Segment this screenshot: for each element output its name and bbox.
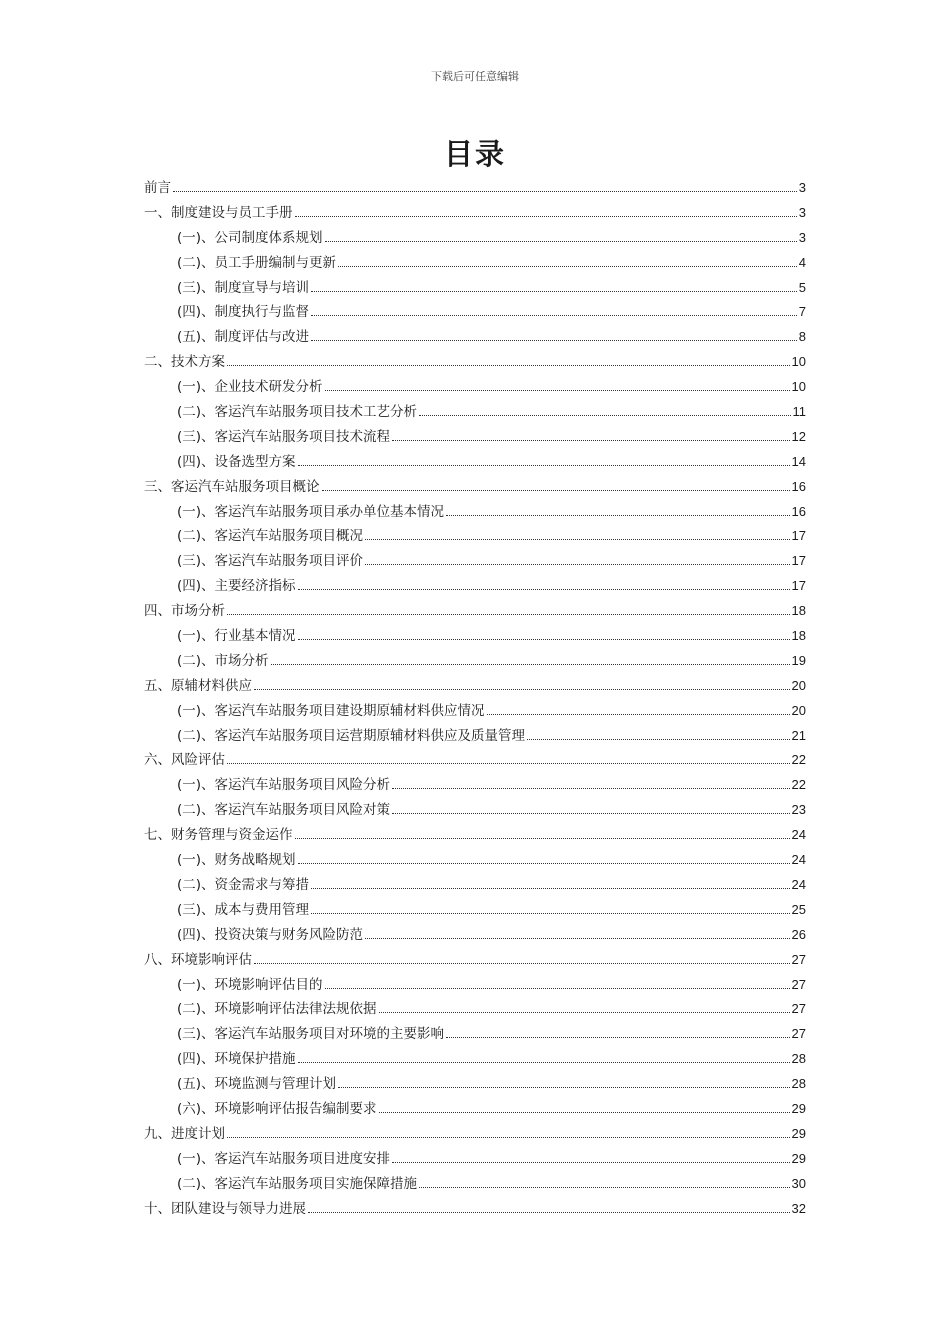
toc-page-number: 30 — [791, 1175, 806, 1191]
toc-dot-leader — [338, 265, 797, 267]
toc-dot-leader — [311, 887, 789, 889]
toc-dot-leader — [325, 389, 790, 391]
toc-section-entry[interactable] — [144, 549, 806, 574]
toc-entry-title: (一)、行业基本情况 — [177, 628, 296, 645]
toc-dot-leader — [295, 837, 790, 839]
toc-dot-leader — [254, 962, 790, 964]
toc-entry-title: (四)、环境保护措施 — [177, 1051, 296, 1068]
toc-dot-leader — [392, 439, 789, 441]
toc-dot-leader — [311, 290, 797, 292]
toc-entry-title: 九、进度计划 — [144, 1125, 225, 1142]
toc-page-number: 16 — [791, 503, 806, 519]
toc-page-number: 10 — [791, 354, 806, 370]
toc-entry-title: (三)、客运汽车站服务项目技术流程 — [177, 428, 391, 445]
toc-section-entry[interactable] — [144, 923, 806, 948]
toc-page-number: 3 — [798, 180, 806, 195]
toc-entry-title: (一)、公司制度体系规划 — [177, 229, 323, 246]
toc-dot-leader — [295, 215, 797, 217]
toc-dot-leader — [419, 1186, 789, 1188]
toc-page-number: 5 — [798, 279, 806, 295]
toc-page-number: 20 — [791, 677, 806, 693]
toc-dot-leader — [254, 688, 790, 690]
toc-dot-leader — [298, 1061, 790, 1063]
toc-chapter-entry[interactable] — [144, 475, 806, 500]
toc-chapter-entry[interactable] — [144, 674, 806, 699]
toc-page-number: 22 — [791, 752, 806, 768]
toc-entry-title: (二)、客运汽车站服务项目风险对策 — [177, 802, 391, 819]
toc-entry-title: 七、财务管理与资金运作 — [144, 827, 293, 844]
toc-section-entry[interactable] — [144, 848, 806, 873]
toc-dot-leader — [322, 489, 790, 491]
toc-entry-title: 二、技术方案 — [144, 354, 225, 371]
toc-entry-title: 六、风险评估 — [144, 752, 225, 769]
toc-page-number: 11 — [792, 404, 806, 420]
toc-entry-title: (四)、制度执行与监督 — [177, 304, 310, 321]
toc-page-number: 19 — [791, 652, 806, 668]
toc-section-entry[interactable] — [144, 699, 806, 724]
toc-page-number: 17 — [791, 553, 806, 569]
toc-page-number: 28 — [791, 1051, 806, 1067]
toc-section-entry[interactable] — [144, 1172, 806, 1197]
toc-entry-title: (一)、企业技术研发分析 — [177, 379, 323, 396]
toc-dot-leader — [365, 538, 789, 540]
toc-section-entry[interactable] — [144, 873, 806, 898]
toc-dot-leader — [446, 514, 789, 516]
toc-page-number: 24 — [791, 852, 806, 868]
toc-page-number: 23 — [791, 802, 806, 818]
toc-dot-leader — [227, 364, 790, 366]
toc-chapter-entry[interactable] — [144, 201, 806, 226]
toc-entry-title: 五、原辅材料供应 — [144, 677, 252, 694]
toc-dot-leader — [227, 613, 790, 615]
toc-dot-leader — [311, 314, 797, 316]
toc-page-number: 26 — [791, 926, 806, 942]
toc-dot-leader — [227, 1136, 790, 1138]
toc-entry-title: (一)、客运汽车站服务项目承办单位基本情况 — [177, 503, 445, 520]
toc-section-entry[interactable] — [144, 524, 806, 549]
page-header-note: 下载后可任意编辑 — [431, 70, 519, 83]
toc-chapter-entry[interactable] — [144, 1122, 806, 1147]
toc-entry-title: (三)、客运汽车站服务项目对环境的主要影响 — [177, 1026, 445, 1043]
toc-dot-leader — [379, 1111, 790, 1113]
toc-chapter-entry[interactable] — [144, 748, 806, 773]
toc-chapter-entry[interactable] — [144, 176, 806, 201]
toc-entry-title: (一)、客运汽车站服务项目风险分析 — [177, 777, 391, 794]
toc-dot-leader — [325, 240, 797, 242]
toc-section-entry[interactable] — [144, 500, 806, 525]
toc-section-entry[interactable] — [144, 898, 806, 923]
toc-page-number: 21 — [791, 727, 806, 743]
toc-dot-leader — [338, 1086, 789, 1088]
toc-entry-title: (一)、客运汽车站服务项目建设期原辅材料供应情况 — [177, 702, 485, 719]
toc-dot-leader — [298, 862, 790, 864]
toc-dot-leader — [271, 663, 790, 665]
toc-page-number: 17 — [791, 528, 806, 544]
toc-dot-leader — [419, 414, 790, 416]
toc-page-number: 32 — [791, 1200, 806, 1216]
toc-section-entry[interactable] — [144, 375, 806, 400]
toc-entry-title: (二)、环境影响评估法律法规依据 — [177, 1001, 377, 1018]
toc-page-number: 3 — [798, 229, 806, 245]
toc-section-entry[interactable] — [144, 624, 806, 649]
toc-page-number: 27 — [791, 976, 806, 992]
toc-entry-title: (三)、成本与费用管理 — [177, 901, 310, 918]
toc-chapter-entry[interactable] — [144, 1197, 806, 1222]
toc-entry-title: (四)、投资决策与财务风险防范 — [177, 926, 364, 943]
toc-section-entry[interactable] — [144, 1072, 806, 1097]
toc-page-number: 18 — [791, 628, 806, 644]
toc-entry-title: (二)、市场分析 — [177, 652, 269, 669]
toc-dot-leader — [311, 339, 797, 341]
toc-entry-title: (五)、环境监测与管理计划 — [177, 1076, 337, 1093]
toc-dot-leader — [308, 1211, 790, 1213]
toc-entry-title: (二)、客运汽车站服务项目运营期原辅材料供应及质量管理 — [177, 727, 526, 744]
toc-entry-title: (一)、财务战略规划 — [177, 852, 296, 869]
toc-section-entry[interactable] — [144, 1047, 806, 1072]
toc-dot-leader — [527, 738, 789, 740]
toc-page-number: 3 — [798, 204, 806, 220]
toc-section-entry[interactable] — [144, 1147, 806, 1172]
toc-section-entry[interactable] — [144, 724, 806, 749]
toc-section-entry[interactable] — [144, 973, 806, 998]
toc-page-number: 27 — [791, 1001, 806, 1017]
toc-chapter-entry[interactable] — [144, 823, 806, 848]
toc-entry-title: (三)、制度宣导与培训 — [177, 279, 310, 296]
toc-entry-title: (二)、资金需求与筹措 — [177, 876, 310, 893]
toc-section-entry[interactable] — [144, 649, 806, 674]
toc-page-number: 28 — [791, 1076, 806, 1092]
toc-section-entry[interactable] — [144, 276, 806, 301]
toc-section-entry[interactable] — [144, 574, 806, 599]
toc-entry-title: (六)、环境影响评估报告编制要求 — [177, 1100, 377, 1117]
toc-page-number: 29 — [791, 1150, 806, 1166]
toc-page-number: 29 — [791, 1125, 806, 1141]
toc-title: 目录 — [443, 137, 506, 171]
toc-entry-title: 四、市场分析 — [144, 603, 225, 620]
toc-page-number: 24 — [791, 876, 806, 892]
toc-section-entry[interactable] — [144, 1097, 806, 1122]
toc-chapter-entry[interactable] — [144, 599, 806, 624]
toc-section-entry[interactable] — [144, 251, 806, 276]
toc-page-number: 4 — [798, 254, 806, 270]
toc-chapter-entry[interactable] — [144, 350, 806, 375]
toc-page-number: 10 — [791, 379, 806, 395]
toc-entry-title: (二)、员工手册编制与更新 — [177, 254, 337, 271]
toc-entry-title: (二)、客运汽车站服务项目实施保障措施 — [177, 1175, 418, 1192]
toc-dot-leader — [446, 1036, 789, 1038]
toc-entry-title: 八、环境影响评估 — [144, 951, 252, 968]
toc-page-number: 29 — [791, 1100, 806, 1116]
toc-page-number: 24 — [791, 827, 806, 843]
toc-dot-leader — [392, 1161, 789, 1163]
toc-section-entry[interactable] — [144, 798, 806, 823]
toc-dot-leader — [298, 588, 790, 590]
toc-entry-title: (四)、设备选型方案 — [177, 453, 296, 470]
toc-section-entry[interactable] — [144, 450, 806, 475]
toc-entry-title: 一、制度建设与员工手册 — [144, 204, 293, 221]
toc-dot-leader — [365, 563, 789, 565]
toc-page-number: 22 — [791, 777, 806, 793]
toc-section-entry[interactable] — [144, 1022, 806, 1047]
toc-page-number: 27 — [791, 1026, 806, 1042]
toc-page-number: 20 — [791, 702, 806, 718]
toc-page-number: 17 — [791, 578, 806, 594]
toc-dot-leader — [325, 987, 790, 989]
toc-page-number: 8 — [798, 329, 806, 345]
toc-entry-title: (二)、客运汽车站服务项目概况 — [177, 528, 364, 545]
toc-dot-leader — [392, 812, 789, 814]
toc-entry-title: (五)、制度评估与改进 — [177, 329, 310, 346]
toc-page-number: 18 — [791, 603, 806, 619]
toc-section-entry[interactable] — [144, 325, 806, 350]
toc-chapter-entry[interactable] — [144, 948, 806, 973]
toc-dot-leader — [392, 787, 789, 789]
toc-page-number: 27 — [791, 951, 806, 967]
toc-section-entry[interactable] — [144, 425, 806, 450]
toc-section-entry[interactable] — [144, 400, 806, 425]
toc-list — [144, 176, 806, 1221]
toc-entry-title: 十、团队建设与领导力进展 — [144, 1200, 306, 1217]
toc-page-number: 25 — [791, 901, 806, 917]
toc-section-entry[interactable] — [144, 300, 806, 325]
toc-entry-title: 前言 — [144, 180, 171, 196]
toc-entry-title: (一)、环境影响评估目的 — [177, 976, 323, 993]
toc-page-number: 7 — [798, 304, 806, 320]
toc-page-number: 16 — [791, 478, 806, 494]
toc-page-number: 12 — [791, 428, 806, 444]
toc-dot-leader — [487, 713, 790, 715]
toc-dot-leader — [298, 638, 790, 640]
toc-entry-title: (二)、客运汽车站服务项目技术工艺分析 — [177, 404, 418, 421]
toc-dot-leader — [227, 762, 790, 764]
toc-dot-leader — [298, 464, 790, 466]
toc-section-entry[interactable] — [144, 773, 806, 798]
toc-section-entry[interactable] — [144, 997, 806, 1022]
toc-dot-leader — [365, 937, 789, 939]
toc-dot-leader — [311, 912, 789, 914]
toc-section-entry[interactable] — [144, 226, 806, 251]
toc-entry-title: 三、客运汽车站服务项目概论 — [144, 478, 320, 495]
toc-dot-leader — [379, 1011, 790, 1013]
toc-entry-title: (一)、客运汽车站服务项目进度安排 — [177, 1150, 391, 1167]
toc-entry-title: (三)、客运汽车站服务项目评价 — [177, 553, 364, 570]
toc-entry-title: (四)、主要经济指标 — [177, 578, 296, 595]
toc-dot-leader — [173, 190, 797, 192]
toc-page-number: 14 — [791, 453, 806, 469]
